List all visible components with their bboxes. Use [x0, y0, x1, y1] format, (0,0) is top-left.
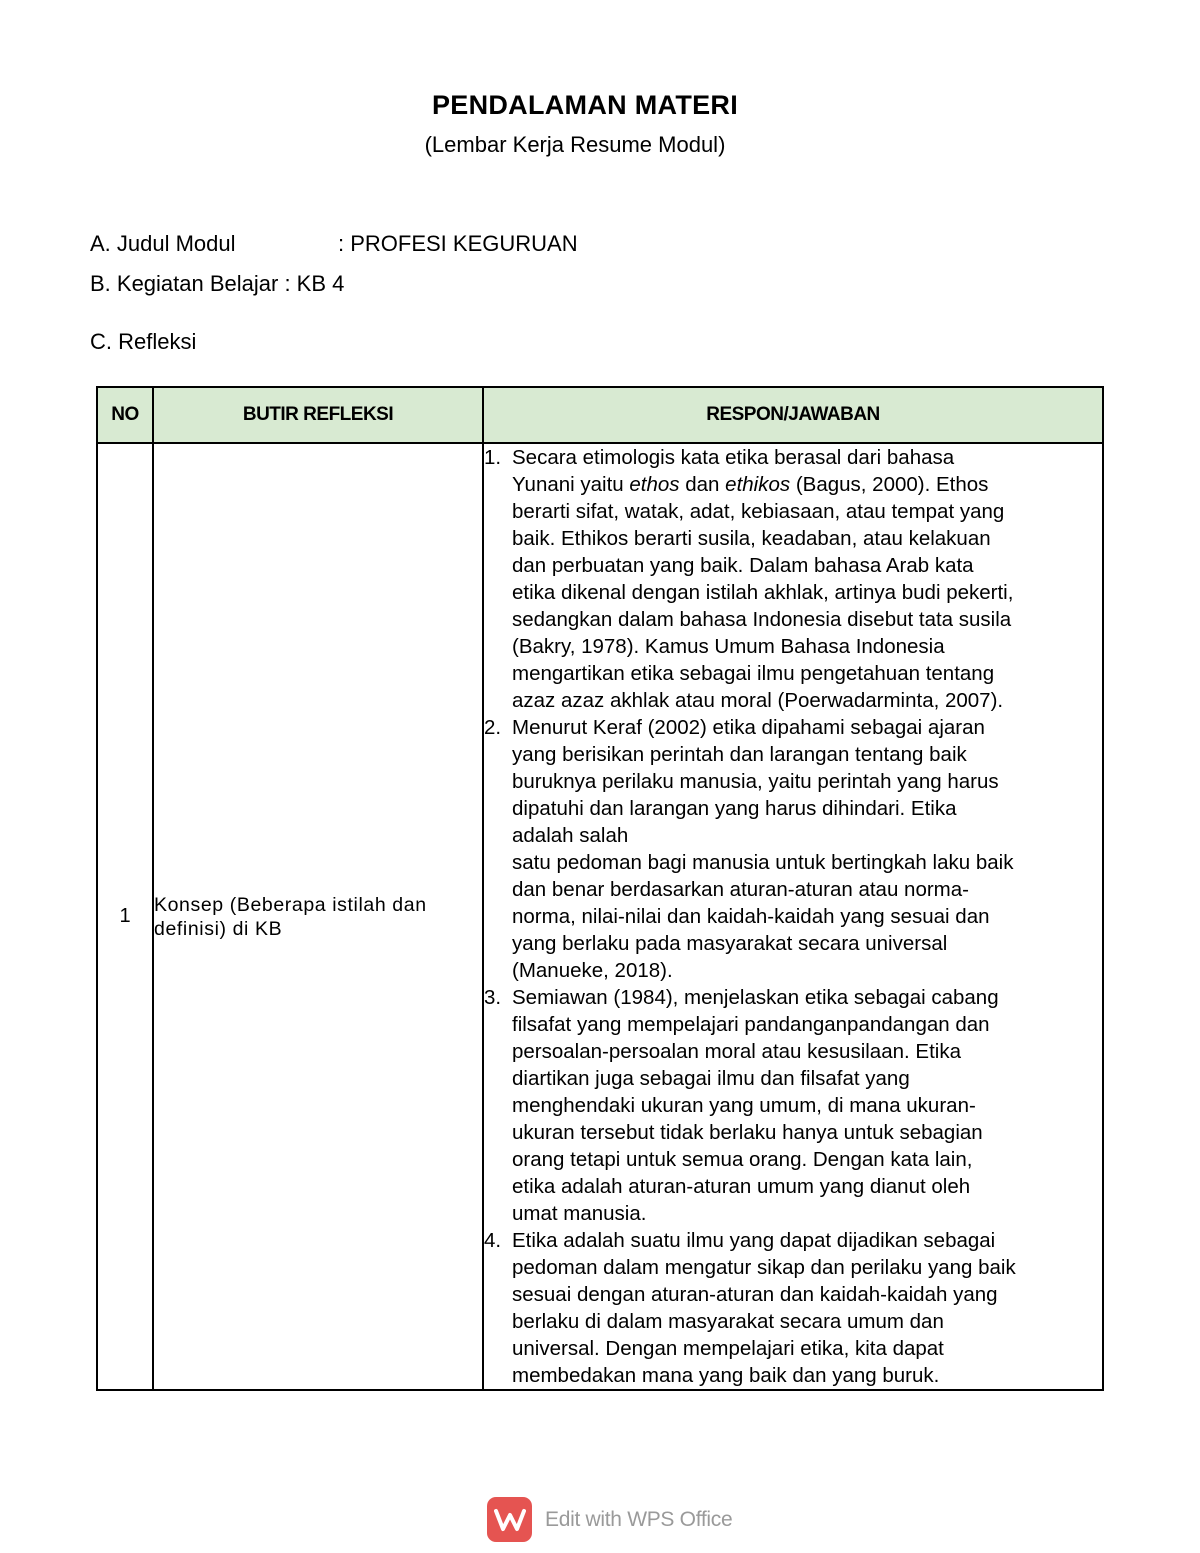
list-item: [484, 714, 1102, 984]
list-item-line: Menurut Keraf (2002) etika dipahami sebagai ajaran: [512, 716, 985, 739]
list-item-line: baik. Ethikos berarti susila, keadaban, atau kelakuan: [512, 527, 991, 550]
list-item-line: yang berisikan perintah dan larangan tentang baik: [512, 743, 967, 766]
respon-cell: [483, 443, 1103, 1390]
wps-logo-icon: [487, 1497, 532, 1542]
list-item-line: filsafat yang mempelajari pandanganpandangan dan: [512, 1013, 990, 1036]
list-item-text: [512, 444, 1102, 714]
list-item-line: Semiawan (1984), menjelaskan etika sebagai cabang: [512, 986, 999, 1009]
list-item-line: mengartikan etika sebagai ilmu pengetahuan tentang: [512, 662, 995, 685]
header-butir-refleksi: BUTIR REFLEKSI: [153, 387, 483, 443]
list-item-line: azaz azaz akhlak atau moral (Poerwadarminta, 2007).: [512, 689, 1004, 712]
list-item-line: orang tetapi untuk semua orang. Dengan kata lain,: [512, 1148, 973, 1171]
header-no: NO: [97, 387, 153, 443]
list-item-line: norma, nilai-nilai dan kaidah-kaidah yang sesuai dan: [512, 905, 990, 928]
list-item-number: 1.: [484, 446, 502, 469]
list-item-line: (Manueke, 2018).: [512, 959, 673, 982]
list-item-text: [512, 714, 1102, 984]
list-item-line: Etika adalah suatu ilmu yang dapat dijadikan sebagai: [512, 1229, 996, 1252]
meta-judul-modul: [90, 231, 578, 257]
list-item-line: buruknya perilaku manusia, yaitu perintah yang harus: [512, 770, 999, 793]
list-item-line: berarti sifat, watak, adat, kebiasaan, atau tempat yang: [512, 500, 1005, 523]
list-item: [484, 1227, 1102, 1389]
list-item-line: Secara etimologis kata etika berasal dari bahasa: [512, 446, 955, 469]
refleksi-table: [96, 386, 1104, 1391]
list-item-line: berlaku di dalam masyarakat secara umum dan: [512, 1310, 944, 1333]
list-item-line: sedangkan dalam bahasa Indonesia disebut tata susila: [512, 608, 1012, 631]
list-item-line: ukuran tersebut tidak berlaku hanya untuk sebagian: [512, 1121, 983, 1144]
list-item-text: [512, 1227, 1102, 1389]
list-item-line: (Bakry, 1978). Kamus Umum Bahasa Indonesia: [512, 635, 945, 658]
list-item-line: yang berlaku pada masyarakat secara universal: [512, 932, 948, 955]
table-row: [97, 443, 1103, 1390]
list-item-line: dan perbuatan yang baik. Dalam bahasa Arab kata: [512, 554, 974, 577]
meta-kegiatan-belajar: [90, 271, 344, 297]
list-item: [484, 984, 1102, 1227]
list-item-text: [512, 984, 1102, 1227]
list-item-line: persoalan-persoalan moral atau kesusilaan. Etika: [512, 1040, 961, 1063]
meta-judul-label: A. Judul Modul: [90, 231, 236, 256]
list-item-line: etika adalah aturan-aturan umum yang dianut oleh: [512, 1175, 971, 1198]
list-item-line: sesuai dengan aturan-aturan dan kaidah-kaidah yang: [512, 1283, 998, 1306]
table-header-row: [97, 387, 1103, 443]
respon-list: [484, 444, 1102, 1389]
meta-refleksi-heading: C. Refleksi: [90, 329, 197, 354]
wps-edit-badge[interactable]: [487, 1497, 732, 1542]
page-subtitle: (Lembar Kerja Resume Modul): [424, 132, 726, 157]
list-item-line: Yunani yaitu ethos dan ethikos (Bagus, 2000). Ethos: [512, 473, 989, 496]
meta-kegiatan-value: : KB 4: [278, 271, 345, 296]
meta-kegiatan-label: B. Kegiatan Belajar: [90, 271, 279, 296]
list-item-number: 4.: [484, 1229, 502, 1252]
list-item-number: 2.: [484, 716, 502, 739]
wps-edit-label: Edit with WPS Office: [545, 1507, 733, 1531]
list-item: [484, 444, 1102, 714]
list-item-line: dipatuhi dan larangan yang harus dihindari. Etika: [512, 797, 957, 820]
meta-judul-value: : PROFESI KEGURUAN: [338, 231, 578, 256]
list-item-line: pedoman dalam mengatur sikap dan perilaku yang baik: [512, 1256, 1016, 1279]
list-item-line: umat manusia.: [512, 1202, 647, 1225]
list-item-number: 3.: [484, 986, 502, 1009]
list-item-line: membedakan mana yang baik dan yang buruk.: [512, 1364, 940, 1387]
page-title: PENDALAMAN MATERI: [431, 90, 739, 120]
butir-refleksi-cell: Konsep (Beberapa istilah dan definisi) di KB: [153, 443, 483, 1390]
header-respon-jawaban: RESPON/JAWABAN: [483, 387, 1103, 443]
list-item-line: menghendaki ukuran yang umum, di mana ukuran-: [512, 1094, 976, 1117]
list-item-line: diartikan juga sebagai ilmu dan filsafat yang: [512, 1067, 910, 1090]
list-item-line: etika dikenal dengan istilah akhlak, artinya budi pekerti,: [512, 581, 1014, 604]
list-item-line: adalah salah: [512, 824, 629, 847]
row-number: 1: [97, 443, 153, 1390]
list-item-line: satu pedoman bagi manusia untuk bertingkah laku baik: [512, 851, 1014, 874]
list-item-line: universal. Dengan mempelajari etika, kita dapat: [512, 1337, 944, 1360]
list-item-line: dan benar berdasarkan aturan-aturan atau norma-: [512, 878, 969, 901]
